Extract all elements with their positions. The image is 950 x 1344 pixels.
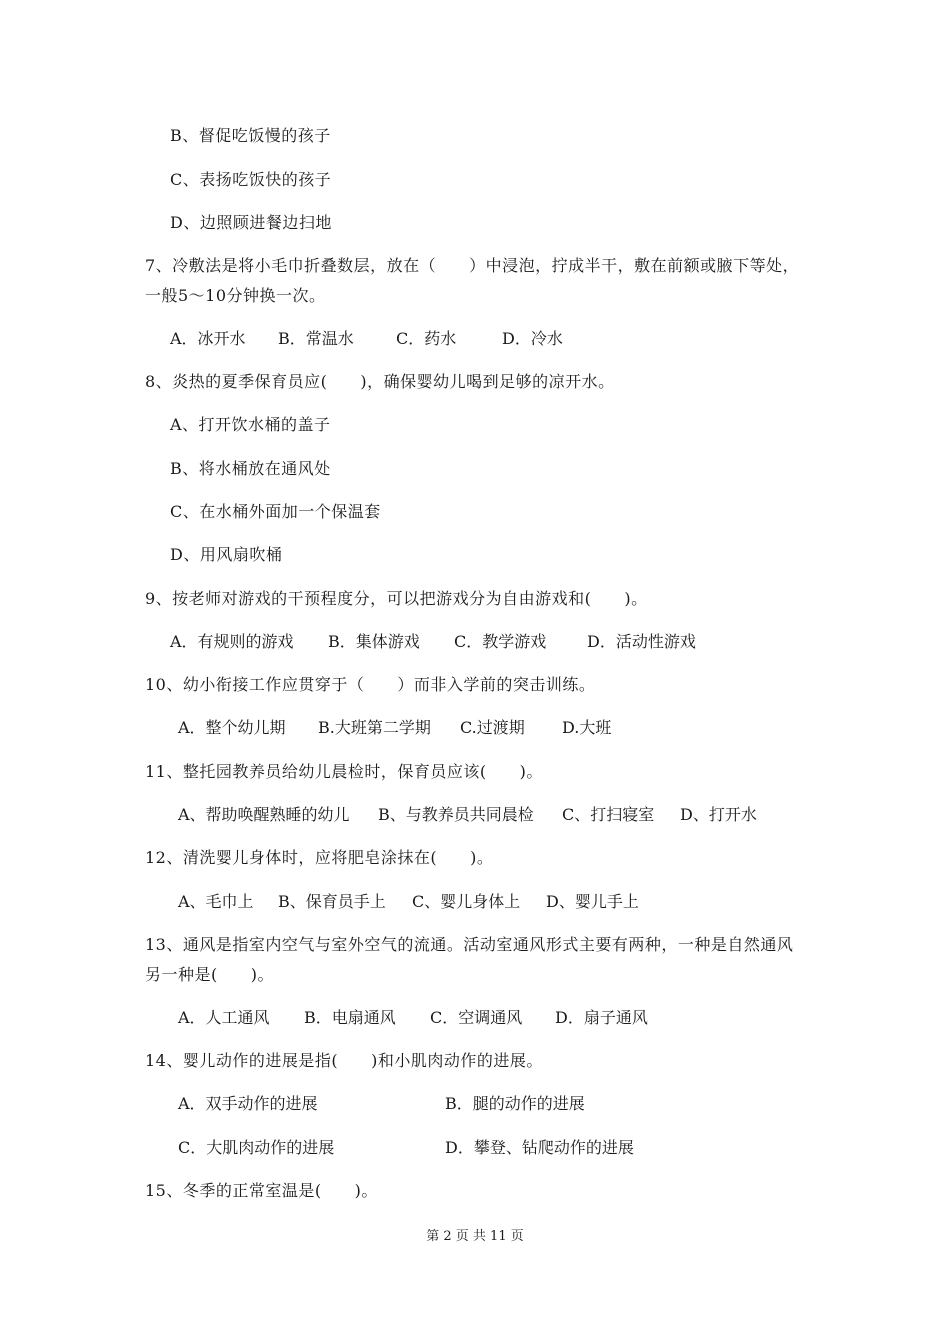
q10-option-a: A．整个幼儿期 [178,718,286,737]
q8-option-d: D、用风扇吹桶 [170,545,283,564]
q11-option-c: C、打扫寝室 [562,805,655,824]
q8-text: 8、炎热的夏季保育员应( )，确保婴幼儿喝到足够的凉开水。 [145,372,615,391]
q13-text-line1: 13、通风是指室内空气与室外空气的流通。活动室通风形式主要有两种，一种是自然通风 [145,935,794,954]
q14-options-row2 [0,1138,950,1198]
q8-option-c: C、在水桶外面加一个保温套 [170,502,381,521]
q11-option-a: A、帮助唤醒熟睡的幼儿 [178,805,350,824]
q12-text: 12、清洗婴儿身体时，应将肥皂涂抹在( )。 [145,848,494,867]
page-footer: 第 2 页 共 11 页 [426,1229,524,1244]
q10-option-b: B.大班第二学期 [318,718,431,737]
q10-text: 10、幼小衔接工作应贯穿于（ ）而非入学前的突击训练。 [145,675,596,694]
q10-option-c: C.过渡期 [460,718,525,737]
q9-option-b: B．集体游戏 [328,632,420,651]
q9-option-d: D．活动性游戏 [587,632,696,651]
q13-text-line2: 另一种是( )。 [145,965,274,984]
q7-option-b: B．常温水 [278,329,354,348]
q13-option-a: A．人工通风 [178,1008,270,1027]
q6-option-d: D、边照顾进餐边扫地 [170,213,332,232]
q12-option-b: B、保育员手上 [278,892,386,911]
q8-option-b: B、将水桶放在通风处 [170,459,331,478]
q13-option-b: B．电扇通风 [304,1008,396,1027]
q10-option-d: D.大班 [562,718,612,737]
q14-text: 14、婴儿动作的进展是指( )和小肌肉动作的进展。 [145,1051,543,1070]
q15-text: 15、冬季的正常室温是( )。 [145,1181,378,1200]
q14-option-d: D．攀登、钻爬动作的进展 [445,1138,634,1157]
q11-text: 11、整托园教养员给幼儿晨检时，保育员应该( )。 [145,762,543,781]
q7-text-line2: 一般5～10分钟换一次。 [145,286,326,305]
q7-option-d: D．冷水 [502,329,563,348]
q14-option-c: C．大肌肉动作的进展 [178,1138,335,1157]
q7-option-a: A．冰开水 [170,329,246,348]
q12-option-a: A、毛巾上 [178,892,254,911]
q8-option-a: A、打开饮水桶的盖子 [170,415,331,434]
q6-option-b: B、督促吃饭慢的孩子 [170,126,331,145]
q13-option-d: D．扇子通风 [555,1008,648,1027]
q14-option-a: A．双手动作的进展 [178,1094,318,1113]
q12-option-d: D、婴儿手上 [546,892,639,911]
q7-text-line1: 7、冷敷法是将小毛巾折叠数层，放在（ ）中浸泡，拧成半干，敷在前额或腋下等处， [145,256,800,275]
q11-option-b: B、与教养员共同晨检 [378,805,534,824]
q6-option-c: C、表扬吃饭快的孩子 [170,170,332,189]
q12-option-c: C、婴儿身体上 [412,892,521,911]
q9-option-a: A．有规则的游戏 [170,632,294,651]
q9-text: 9、按老师对游戏的干预程度分，可以把游戏分为自由游戏和( )。 [145,589,648,608]
q7-option-c: C．药水 [396,329,457,348]
q14-option-b: B．腿的动作的进展 [445,1094,585,1113]
q11-option-d: D、打开水 [680,805,757,824]
q9-option-c: C．教学游戏 [454,632,547,651]
q13-option-c: C．空调通风 [430,1008,523,1027]
